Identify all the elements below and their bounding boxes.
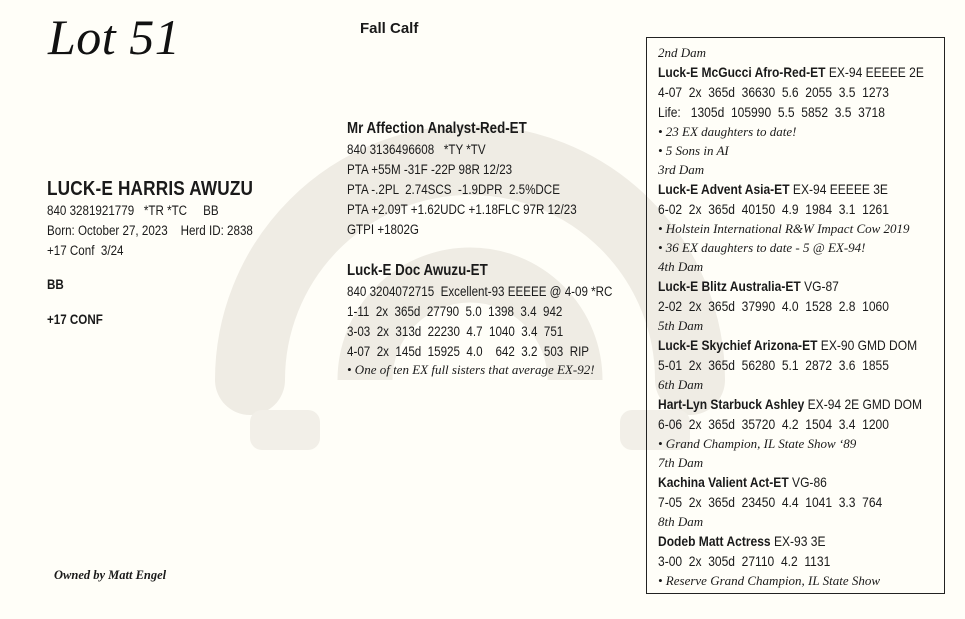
ancestor-record: 7-05 2x 365d 23450 4.4 1041 3.3 764 bbox=[658, 494, 883, 510]
pedigree-entry bbox=[658, 375, 944, 453]
sire-line: GTPI +1802G bbox=[347, 222, 419, 237]
animal-conf: +17 Conf 3/24 bbox=[47, 243, 124, 258]
animal-info bbox=[47, 178, 367, 330]
ancestor-name: Luck-E Blitz Australia-ET bbox=[658, 278, 801, 294]
ancestor-name: Luck-E McGucci Afro-Red-ET bbox=[658, 64, 826, 80]
ancestor-heading bbox=[658, 62, 924, 82]
ancestor-record: 5-01 2x 365d 56280 5.1 2872 3.6 1855 bbox=[658, 357, 889, 373]
generation-label: 3rd Dam bbox=[658, 162, 705, 177]
ancestor-note: • 23 EX daughters to date! bbox=[658, 124, 797, 139]
lot-title: Lot 51 bbox=[48, 9, 181, 65]
ancestor-score: EX-93 3E bbox=[773, 533, 826, 549]
pedigree-box bbox=[646, 37, 945, 594]
ancestor-details bbox=[658, 472, 904, 512]
pedigree-entry bbox=[658, 453, 944, 512]
animal-conf-summary: +17 CONF bbox=[47, 312, 103, 327]
pedigree-list bbox=[658, 43, 944, 590]
ancestor-record: 6-06 2x 365d 35720 4.2 1504 3.4 1200 bbox=[658, 416, 889, 432]
sire-section bbox=[347, 118, 647, 240]
ancestor-note: • Holstein International R&W Impact Cow 2019 bbox=[658, 221, 910, 236]
sire-line: PTA -.2PL 2.74SCS -1.9DPR 2.5%DCE bbox=[347, 182, 560, 197]
ancestor-score: VG-86 bbox=[792, 474, 827, 490]
ancestor-name: Dodeb Matt Actress bbox=[658, 533, 771, 549]
ancestor-record: 3-00 2x 305d 27110 4.2 1131 bbox=[658, 553, 831, 569]
pedigree-entry bbox=[658, 160, 944, 257]
ancestor-heading bbox=[658, 394, 923, 414]
ancestor-score: EX-90 GMD DOM bbox=[820, 337, 918, 353]
pedigree-entry bbox=[658, 512, 944, 590]
dam-section bbox=[347, 260, 647, 379]
ancestor-details bbox=[658, 335, 918, 375]
dam-line: 840 3204072715 Excellent-93 EEEEE @ 4-09 *RC bbox=[347, 284, 613, 299]
ancestor-details bbox=[658, 62, 924, 122]
owner-credit: Owned by Matt Engel bbox=[54, 568, 167, 582]
ancestor-name: Luck-E Advent Asia-ET bbox=[658, 181, 790, 197]
ancestor-details bbox=[658, 179, 904, 219]
ancestor-heading bbox=[658, 335, 918, 355]
sire-line: PTA +2.09T +1.62UDC +1.18FLC 97R 12/23 bbox=[347, 202, 577, 217]
pedigree-entry bbox=[658, 316, 944, 375]
generation-label: 5th Dam bbox=[658, 318, 704, 333]
ancestor-score: EX-94 EEEEE 2E bbox=[828, 64, 924, 80]
animal-born: Born: October 27, 2023 Herd ID: 2838 bbox=[47, 223, 253, 238]
ancestor-details bbox=[658, 531, 904, 571]
ancestor-score: EX-94 2E GMD DOM bbox=[807, 396, 923, 412]
dam-line: 3-03 2x 313d 22230 4.7 1040 3.4 751 bbox=[347, 324, 564, 339]
pedigree-entry bbox=[658, 43, 944, 160]
ancestor-record: 6-02 2x 365d 40150 4.9 1984 3.1 1261 bbox=[658, 201, 889, 217]
ancestor-record: 4-07 2x 365d 36630 5.6 2055 3.5 1273 bbox=[658, 84, 889, 100]
dam-line: 1-11 2x 365d 27790 5.0 1398 3.4 942 bbox=[347, 304, 563, 319]
ancestor-name: Kachina Valient Act-ET bbox=[658, 474, 789, 490]
ancestor-record: 2-02 2x 365d 37990 4.0 1528 2.8 1060 bbox=[658, 298, 889, 314]
generation-label: 2nd Dam bbox=[658, 45, 707, 60]
dam-line: 4-07 2x 145d 15925 4.0 642 3.2 503 RIP bbox=[347, 344, 590, 359]
animal-registration: 840 3281921779 *TR *TC BB bbox=[47, 203, 219, 218]
pedigree-entry bbox=[658, 257, 944, 316]
dam-note: • One of ten EX full sisters that average EX-92! bbox=[347, 362, 595, 377]
sire-line: PTA +55M -31F -22P 98R 12/23 bbox=[347, 162, 513, 177]
dam-name: Luck-E Doc Awuzu-ET bbox=[347, 262, 488, 279]
ancestor-record: Life: 1305d 105990 5.5 5852 3.5 3718 bbox=[658, 104, 885, 120]
sire-name: Mr Affection Analyst-Red-ET bbox=[347, 120, 527, 137]
ancestor-heading bbox=[658, 276, 904, 296]
ancestor-heading bbox=[658, 179, 904, 199]
ancestor-score: VG-87 bbox=[804, 278, 839, 294]
ancestor-name: Hart-Lyn Starbuck Ashley bbox=[658, 396, 805, 412]
ancestor-note: • Grand Champion, IL State Show ‘89 bbox=[658, 436, 857, 451]
ancestor-details bbox=[658, 276, 904, 316]
ancestor-note: • 36 EX daughters to date - 5 @ EX-94! bbox=[658, 240, 866, 255]
animal-name: LUCK-E HARRIS AWUZU bbox=[47, 178, 254, 200]
generation-label: 7th Dam bbox=[658, 455, 704, 470]
generation-label: 6th Dam bbox=[658, 377, 704, 392]
sire-line: 840 3136496608 *TY *TV bbox=[347, 142, 486, 157]
classification-label: Fall Calf bbox=[360, 20, 419, 37]
ancestor-note: • 5 Sons in AI bbox=[658, 143, 729, 158]
generation-label: 4th Dam bbox=[658, 259, 704, 274]
ancestor-name: Luck-E Skychief Arizona-ET bbox=[658, 337, 818, 353]
ancestor-score: EX-94 EEEEE 3E bbox=[792, 181, 888, 197]
ancestor-heading bbox=[658, 472, 904, 492]
generation-label: 8th Dam bbox=[658, 514, 704, 529]
ancestor-heading bbox=[658, 531, 904, 551]
animal-marker: BB bbox=[47, 277, 64, 292]
ancestor-note: • Reserve Grand Champion, IL State Show bbox=[658, 573, 881, 588]
ancestor-details bbox=[658, 394, 923, 434]
